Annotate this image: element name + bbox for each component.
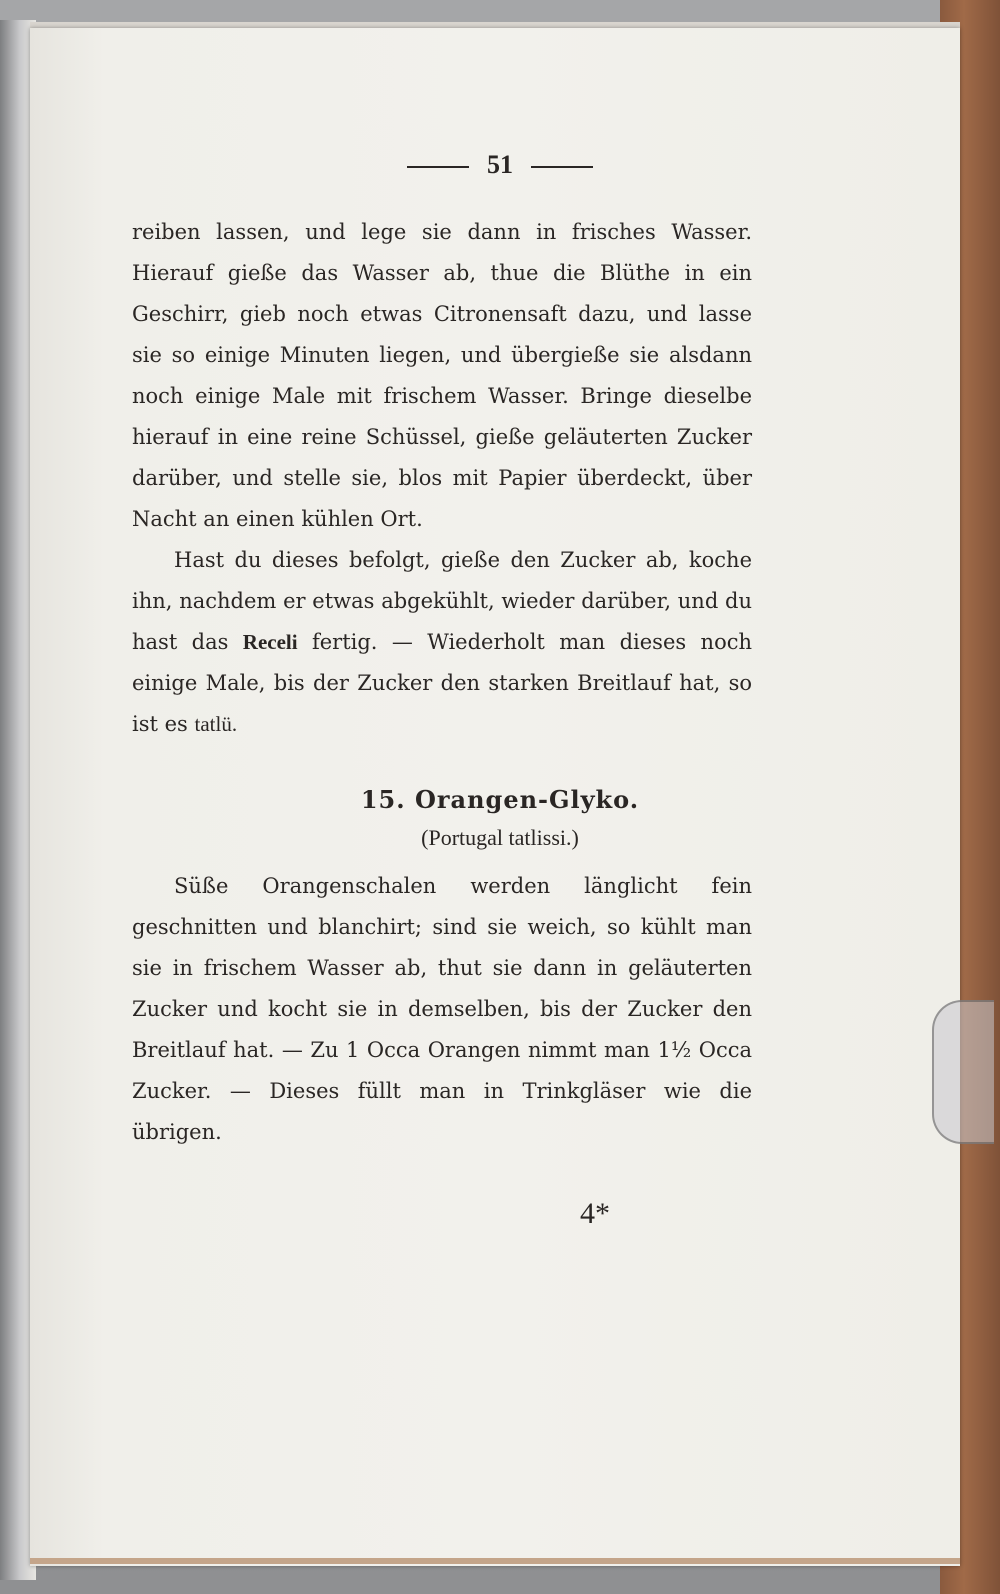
page-number-header	[0, 150, 1000, 180]
paragraph-2-part-1: Hast du dieses befolgt, gieße den Zucker ab, koche ihn, nachdem er etwas abgekühlt, wieder darüber, und du hast das	[132, 548, 752, 654]
recipe-subtitle: (Portugal tatlissi.)	[421, 825, 579, 850]
recipe-title: Orangen-Glyko.	[414, 785, 640, 814]
header-right-rule	[531, 166, 593, 168]
paragraph-1: reiben lassen, und lege sie dann in frisches Wasser. Hierauf gieße das Wasser ab, thue die Blüthe in ein Geschirr, gieb noch etwas Citronensaft dazu, und lasse sie so einige Minuten liegen, und übergieße sie alsdann noch einige Male mit frischem Wasser. Bringe dieselbe hierauf in eine reine Schüssel, gieße geläuterten Zucker darüber, und stelle sie, blos mit Papier überdeckt, über Nacht an einen kühlen Ort.	[132, 220, 752, 531]
paragraph-2-part-2: fertig. — Wiederholt man dieses noch einige Male, bis der Zucker den starken Breitlauf hat, so ist es	[132, 630, 752, 736]
recipe-paragraph: Süße Orangenschalen werden länglicht fein geschnitten und blanchirt; sind sie weich, so kühlt man sie in frischem Wasser ab, thut sie dann in geläuterten Zucker und kocht sie in demselben, bis der Zucker den Breitlauf hat. — Zu 1 Occa Orangen nimmt man 1½ Occa Zucker. — Dieses füllt man in Trinkgläser wie die übrigen.	[132, 874, 752, 1144]
receli-term: Receli	[242, 630, 298, 654]
page-tab-clip	[932, 1000, 994, 1144]
body-text-block	[132, 212, 752, 745]
page-bottom-edge	[30, 1558, 960, 1564]
paragraph-2	[132, 540, 752, 745]
signature-mark: 4*	[580, 1197, 610, 1230]
recipe-number: 15.	[360, 785, 406, 814]
tatlu-term: tatlü.	[194, 712, 238, 736]
header-left-rule	[407, 166, 469, 168]
page-number: 51	[487, 150, 513, 179]
recipe-text-block	[132, 866, 752, 1153]
recipe-heading	[0, 785, 1000, 814]
